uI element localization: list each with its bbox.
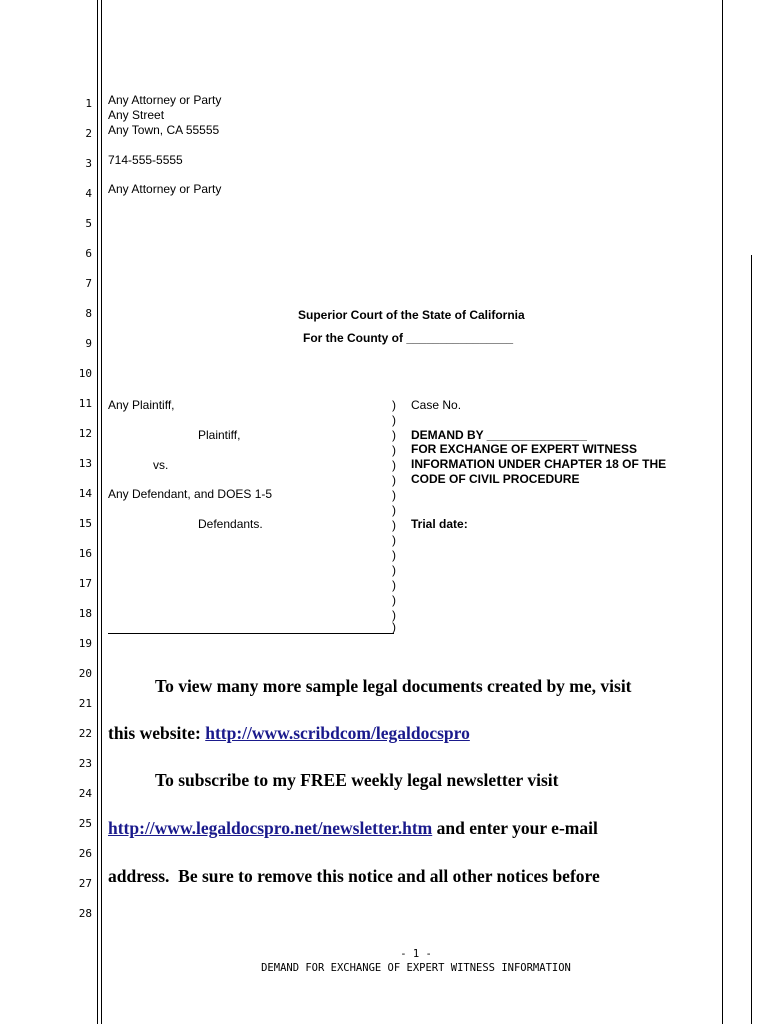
scribd-link[interactable]: http://www.scribdcom/legaldocspro (205, 723, 470, 743)
document-title-line3: INFORMATION UNDER CHAPTER 18 OF THE (411, 457, 667, 471)
document-title-line4: CODE OF CIVIL PROCEDURE (411, 472, 580, 486)
notice-line4 (108, 818, 598, 839)
line-number: 11 (78, 397, 92, 410)
line-number: 2 (85, 127, 92, 140)
line-number: 26 (78, 847, 92, 860)
left-margin-line-inner (101, 0, 102, 1024)
document-title-line1: DEMAND BY _______________ (411, 428, 587, 442)
line-number: 8 (85, 307, 92, 320)
right-margin-line (722, 0, 723, 1024)
line-number: 22 (78, 727, 92, 740)
notice-line2-prefix: this website: (108, 723, 206, 743)
notice-line1: To view many more sample legal documents created by me, visit (155, 676, 632, 696)
right-edge-line (751, 255, 752, 1024)
line-number: 4 (85, 187, 92, 200)
paren: ) (392, 458, 396, 472)
newsletter-link[interactable]: http://www.legaldocspro.net/newsletter.htm (108, 818, 433, 838)
line-number: 13 (78, 457, 92, 470)
line-number: 28 (78, 907, 92, 920)
case-number-label: Case No. (411, 398, 462, 412)
paren: ) (392, 563, 396, 577)
paren: ) (392, 503, 396, 517)
paren: ) (392, 413, 396, 427)
line-number: 23 (78, 757, 92, 770)
trial-date-label: Trial date: (411, 517, 468, 531)
paren: ) (392, 533, 396, 547)
line-number: 17 (78, 577, 92, 590)
left-margin-line-outer (97, 0, 98, 1024)
defendant-role: Defendants. (198, 517, 263, 531)
attorney-phone: 714-555-5555 (108, 153, 183, 167)
paren: ) (392, 518, 396, 532)
line-number: 12 (78, 427, 92, 440)
footer-page-number: - 1 - (400, 948, 432, 960)
paren: ) (392, 443, 396, 457)
line-number: 6 (85, 247, 92, 260)
line-number: 18 (78, 607, 92, 620)
court-county: For the County of ________________ (303, 331, 514, 345)
defendant-name: Any Defendant, and DOES 1-5 (108, 487, 273, 501)
line-number: 21 (78, 697, 92, 710)
line-number: 14 (78, 487, 92, 500)
notice-line2 (108, 723, 470, 744)
attorney-for-party: Any Attorney or Party (108, 182, 222, 196)
plaintiff-name: Any Plaintiff, (108, 398, 175, 412)
line-number: 9 (85, 337, 92, 350)
notice-line4-suffix: and enter your e-mail (432, 818, 598, 838)
plaintiff-role: Plaintiff, (198, 428, 241, 442)
line-number: 1 (85, 97, 92, 110)
paren: ) (392, 608, 396, 622)
attorney-street: Any Street (108, 108, 165, 122)
versus-label: vs. (153, 458, 169, 472)
line-number: 20 (78, 667, 92, 680)
line-number: 16 (78, 547, 92, 560)
line-number: 25 (78, 817, 92, 830)
paren: ) (392, 620, 396, 634)
court-name: Superior Court of the State of California (298, 308, 525, 322)
footer-document-title: DEMAND FOR EXCHANGE OF EXPERT WITNESS INFORMATION (261, 962, 571, 974)
notice-line5: address. Be sure to remove this notice and all other notices before (108, 866, 600, 886)
attorney-city: Any Town, CA 55555 (108, 123, 220, 137)
paren: ) (392, 593, 396, 607)
line-number: 5 (85, 217, 92, 230)
paren: ) (392, 578, 396, 592)
line-number: 24 (78, 787, 92, 800)
line-number: 19 (78, 637, 92, 650)
line-number: 27 (78, 877, 92, 890)
line-number: 10 (78, 367, 92, 380)
paren: ) (392, 488, 396, 502)
notice-line3: To subscribe to my FREE weekly legal newsletter visit (155, 770, 559, 790)
paren: ) (392, 548, 396, 562)
line-number: 3 (85, 157, 92, 170)
paren: ) (392, 473, 396, 487)
caption-underline (108, 633, 394, 634)
line-number: 7 (85, 277, 92, 290)
paren: ) (392, 398, 396, 412)
line-number: 15 (78, 517, 92, 530)
document-title-line2: FOR EXCHANGE OF EXPERT WITNESS (411, 442, 638, 456)
paren: ) (392, 428, 396, 442)
attorney-name: Any Attorney or Party (108, 93, 222, 107)
